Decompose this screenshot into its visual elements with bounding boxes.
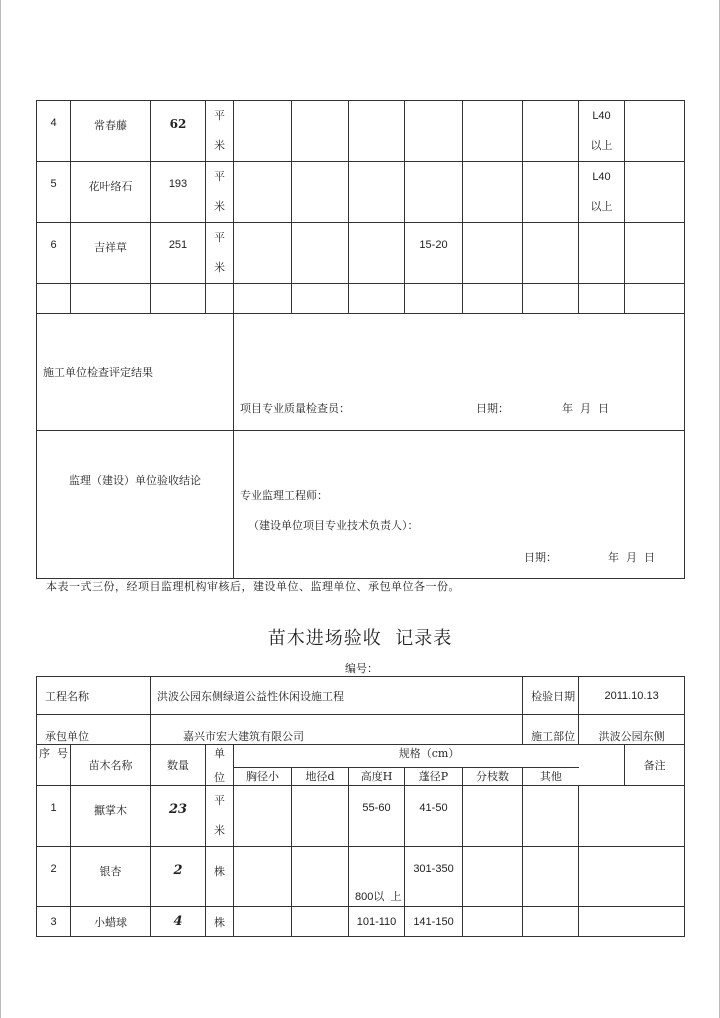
inspect-date-label: 检验日期 <box>523 677 579 715</box>
other-line1: L40 <box>592 110 611 122</box>
row-other <box>579 101 625 162</box>
cell-empty <box>349 223 405 284</box>
other-line2: 以上 <box>590 140 613 152</box>
unit-line2: 米 <box>214 261 225 274</box>
unit-line2: 米 <box>214 139 225 152</box>
row-height: 101-110 <box>349 907 405 937</box>
cell-empty <box>523 223 579 284</box>
row-no: 1 <box>37 786 71 847</box>
header-spec: 规格（cm） <box>234 745 625 768</box>
site-label: 施工部位 <box>523 715 579 745</box>
row-no: 4 <box>37 101 71 162</box>
row-plant-name: 小蜡球 <box>71 907 151 937</box>
cell-empty <box>523 101 579 162</box>
cell-empty <box>234 223 292 284</box>
row-unit <box>206 786 234 847</box>
cell-empty <box>463 223 523 284</box>
row-qty: 23 <box>151 786 206 847</box>
inspector-label: 项目专业质量检查员： <box>240 402 350 415</box>
table-row <box>37 847 685 907</box>
row-other <box>579 162 625 223</box>
project-value: 洪波公园东侧绿道公益性休闲设施工程 <box>151 677 523 715</box>
contractor-value: 嘉兴市宏大建筑有限公司 <box>151 715 523 745</box>
unit-line1: 平 <box>214 109 225 122</box>
row-height: 15-20 <box>405 223 463 284</box>
row-crown: 41-50 <box>405 786 463 847</box>
header-no: 序 号 <box>37 745 71 786</box>
table-row <box>37 101 685 162</box>
cell-empty <box>463 847 523 907</box>
row-other <box>579 223 625 284</box>
unit-line1: 平 <box>214 794 225 807</box>
header-other: 其他 <box>523 767 579 785</box>
row-plant-name: 擫掌木 <box>71 786 151 847</box>
header-crown: 蓬径P <box>405 767 463 785</box>
table-row <box>37 786 685 847</box>
other-line1: L40 <box>592 171 611 183</box>
supervision-label: 监理（建设）单位验收结论 <box>37 431 234 579</box>
row-crown: 141-150 <box>405 907 463 937</box>
cell-empty <box>523 786 579 847</box>
row-unit <box>206 162 234 223</box>
row-qty: 193 <box>151 162 206 223</box>
construction-check-content <box>234 314 685 431</box>
cell-empty <box>523 847 579 907</box>
row-plant-name: 吉祥草 <box>71 223 151 284</box>
page-title: 苗木进场验收 记录表 <box>267 628 453 649</box>
unit-line2: 米 <box>214 824 225 837</box>
row-plant-name: 常春藤 <box>71 101 151 162</box>
row-no: 2 <box>37 847 71 907</box>
construction-check-label: 施工单位检查评定结果 <box>37 314 234 431</box>
cell-empty <box>625 223 685 284</box>
footnote: 本表一式三份，经项目监理机构审核后，建设单位、监理单位、承包单位各一份。 <box>46 580 460 593</box>
cell-empty <box>463 786 523 847</box>
row-no: 3 <box>37 907 71 937</box>
row-height <box>405 101 463 162</box>
header-unit-line1: 单 <box>214 747 225 760</box>
cell-empty <box>292 223 349 284</box>
engineer-label: 专业监理工程师： <box>240 489 328 502</box>
header-height: 高度H <box>349 767 405 785</box>
unit-line2: 米 <box>214 200 225 213</box>
table-continuation <box>36 100 685 579</box>
cell-empty <box>292 786 349 847</box>
row-qty: 4 <box>151 907 206 937</box>
date-ymd: 年 月 日 <box>562 402 609 415</box>
cell-empty <box>349 101 405 162</box>
table-row <box>37 162 685 223</box>
row-crown: 301-350 <box>405 847 463 907</box>
date-label: 日期： <box>524 551 557 564</box>
serial-number-label: 编号： <box>345 662 378 675</box>
unit-line1: 平 <box>214 170 225 183</box>
cell-empty <box>234 162 292 223</box>
supervision-row <box>37 431 685 579</box>
date-label: 日期： <box>476 402 509 415</box>
row-unit: 株 <box>206 847 234 907</box>
inspect-date-value: 2011.10.13 <box>579 677 685 715</box>
row-no: 6 <box>37 223 71 284</box>
cell-empty <box>292 847 349 907</box>
page-left-edge <box>0 0 1 1018</box>
date-ymd: 年 月 日 <box>608 551 655 564</box>
cell-remark <box>579 786 685 847</box>
project-label: 工程名称 <box>37 677 151 715</box>
cell-empty <box>349 162 405 223</box>
cell-empty <box>234 847 292 907</box>
header-branches: 分枝数 <box>463 767 523 785</box>
cell-remark <box>579 907 685 937</box>
row-unit <box>206 223 234 284</box>
contractor-row <box>37 715 685 745</box>
header-qty: 数量 <box>151 745 206 786</box>
cell-empty <box>463 101 523 162</box>
cell-remark <box>579 847 685 907</box>
cell-empty <box>625 162 685 223</box>
table-row-empty <box>37 284 685 314</box>
cell-empty <box>463 907 523 937</box>
header-unit-line2: 位 <box>214 771 225 784</box>
cell-empty <box>292 162 349 223</box>
header-row-1 <box>37 745 685 768</box>
header-chest: 胸径小 <box>234 767 292 785</box>
row-qty: 2 <box>151 847 206 907</box>
owner-label: （建设单位项目专业技术负责人）： <box>248 519 419 532</box>
project-row <box>37 677 685 715</box>
site-value: 洪波公园东侧 <box>579 715 685 745</box>
cell-empty <box>234 907 292 937</box>
header-remark: 备注 <box>625 745 685 786</box>
cell-empty <box>625 101 685 162</box>
cell-empty <box>234 101 292 162</box>
row-plant-name: 银杏 <box>71 847 151 907</box>
cell-empty <box>292 907 349 937</box>
header-name: 苗木名称 <box>71 745 151 786</box>
other-line2: 以上 <box>590 201 613 213</box>
table-row <box>37 223 685 284</box>
contractor-label: 承包单位 <box>37 715 151 745</box>
row-height <box>405 162 463 223</box>
table-seedling-acceptance <box>36 676 685 937</box>
row-height: 800以 上 <box>349 847 405 907</box>
table-row <box>37 907 685 937</box>
supervision-content <box>234 431 685 579</box>
row-unit <box>206 101 234 162</box>
construction-check-row <box>37 314 685 431</box>
row-qty: 62 <box>151 101 206 162</box>
cell-empty <box>234 786 292 847</box>
row-unit: 株 <box>206 907 234 937</box>
header-unit <box>206 745 234 786</box>
cell-empty <box>463 162 523 223</box>
row-plant-name: 花叶络石 <box>71 162 151 223</box>
row-height: 55-60 <box>349 786 405 847</box>
header-ground: 地径d <box>292 767 349 785</box>
cell-empty <box>292 101 349 162</box>
row-qty: 251 <box>151 223 206 284</box>
unit-line1: 平 <box>214 231 225 244</box>
cell-empty <box>523 907 579 937</box>
row-no: 5 <box>37 162 71 223</box>
cell-empty <box>523 162 579 223</box>
